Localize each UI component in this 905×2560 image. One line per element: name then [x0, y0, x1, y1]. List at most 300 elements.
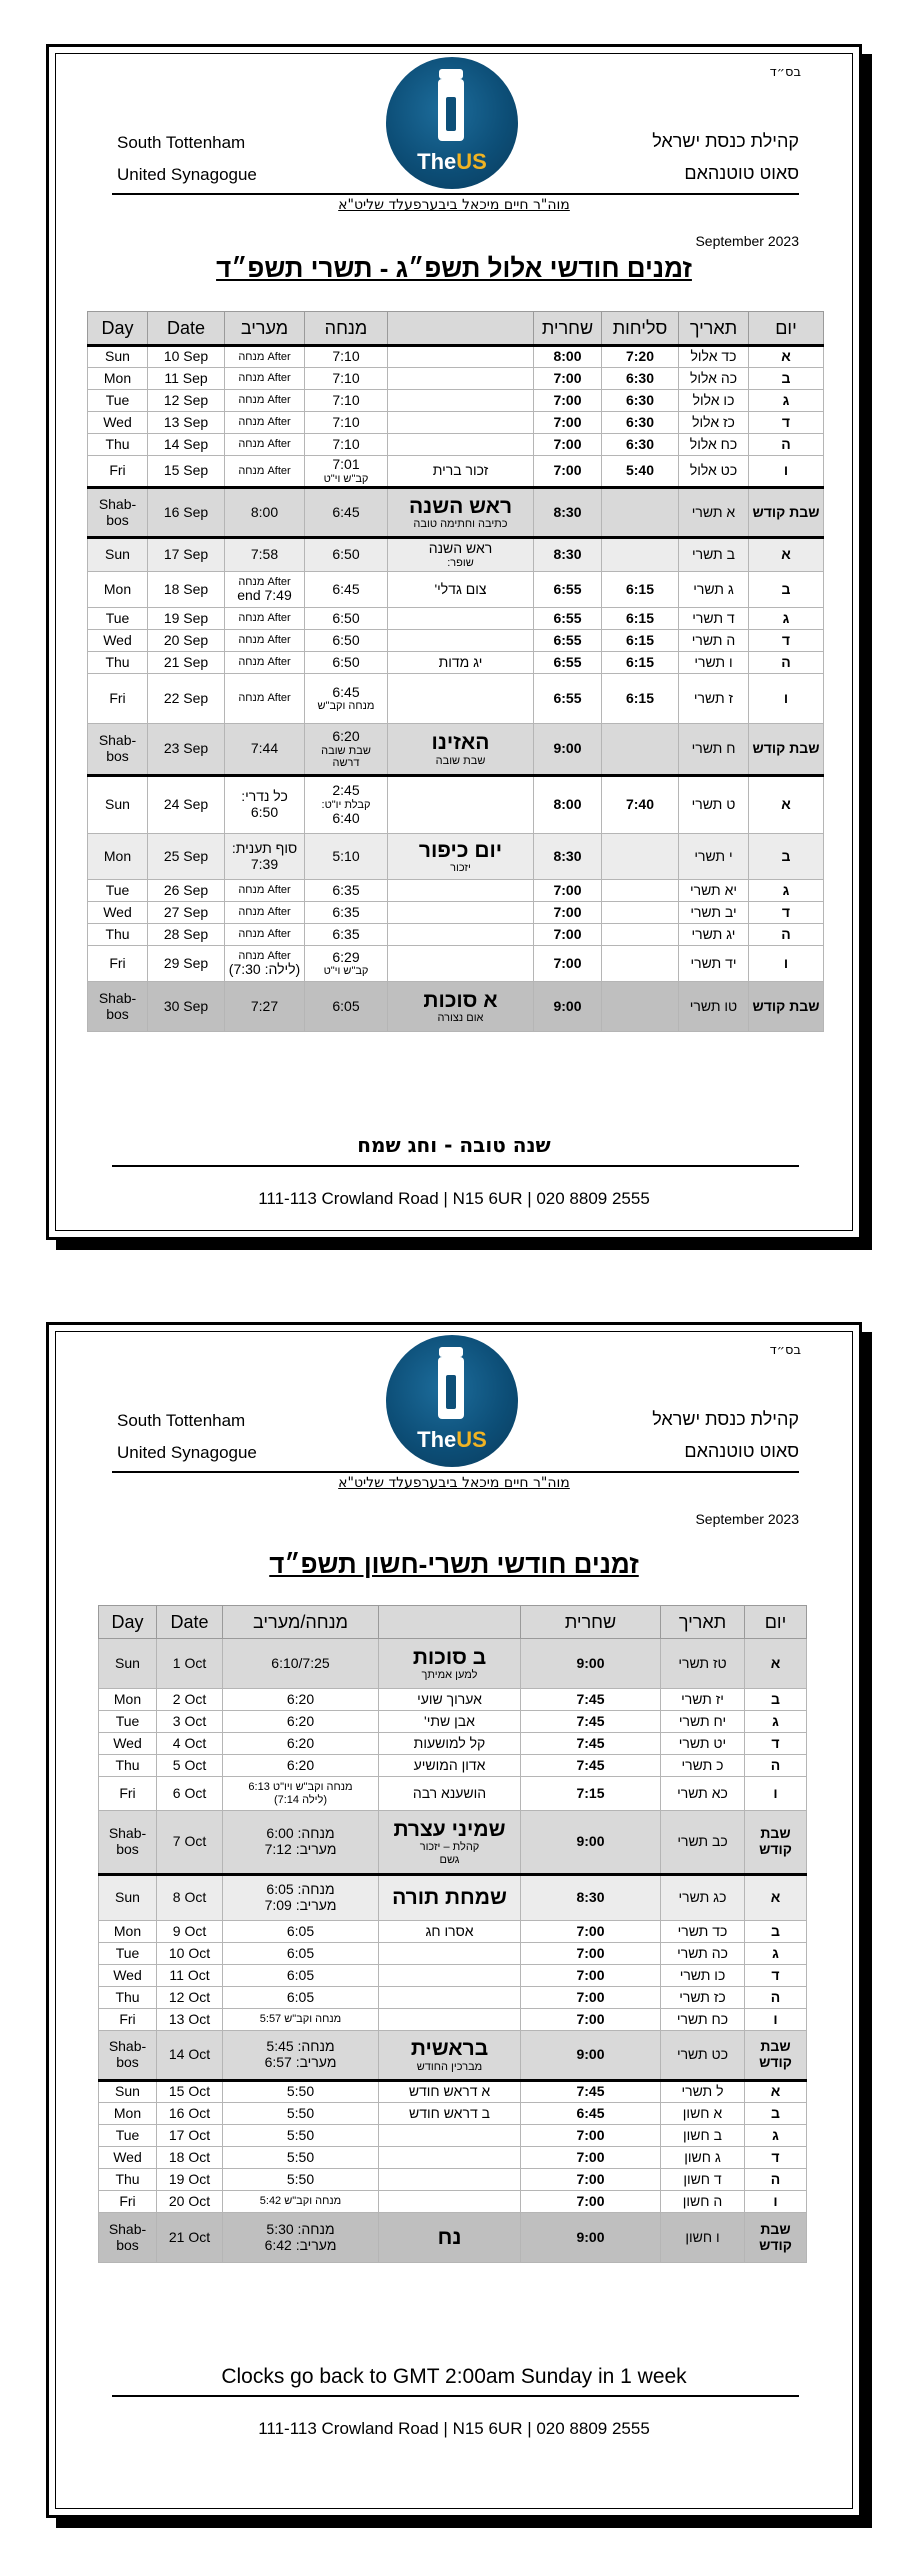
mincha-cell — [305, 346, 388, 368]
weekday-cell-text: ב — [771, 1922, 780, 1939]
hebrew-date-cell-text: ג חשון — [684, 2148, 721, 2165]
weekday-cell — [749, 924, 824, 946]
day-cell-text: Sun — [115, 1654, 140, 1671]
mincha-cell-text: שבת שובה דרשה — [321, 744, 371, 769]
shacharis-cell-text: 7:00 — [576, 2170, 605, 2187]
mincha-cell — [305, 946, 388, 982]
hebrew-date-cell — [661, 2213, 745, 2263]
table-row — [88, 776, 824, 834]
date-cell-text: 28 Sep — [163, 925, 209, 942]
mincha-maariv-cell-text: מנחה וקב"ש 5:57 — [259, 2013, 342, 2026]
note-cell-text: שמחת תורה — [392, 1886, 507, 1910]
date-cell — [157, 2213, 223, 2263]
month-label: September 2023 — [695, 1511, 799, 1527]
shacharis-cell — [534, 674, 602, 724]
weekday-cell — [745, 2009, 807, 2031]
day-cell — [88, 434, 148, 456]
shacharis-cell-text: 7:00 — [553, 903, 582, 920]
maariv-cell — [225, 880, 305, 902]
hebrew-date-cell — [679, 488, 749, 538]
note-cell-text: ב סוכות — [412, 1645, 487, 1669]
date-cell — [157, 2103, 223, 2125]
weekday-cell — [745, 1965, 807, 1987]
mincha-maariv-cell-text: מעריב: 7:09 — [264, 1897, 337, 1913]
selichos-cell-text: 7:20 — [625, 348, 655, 365]
weekday-cell-text: ד — [781, 413, 791, 430]
date-cell-text: 30 Sep — [163, 997, 209, 1014]
shacharis-cell-text: 9:00 — [576, 1833, 605, 1850]
table-row — [99, 1965, 807, 1987]
weekday-cell-text: א — [770, 1889, 781, 1906]
hebrew-date-cell — [661, 1711, 745, 1733]
day-cell — [99, 1777, 157, 1811]
note-cell — [379, 1943, 521, 1965]
selichos-cell-text: 6:30 — [625, 391, 655, 408]
footer-rule — [112, 2395, 799, 2397]
shacharis-cell — [534, 776, 602, 834]
selichos-cell-text: 7:40 — [625, 796, 655, 813]
mincha-cell-text: מנחה וקב"ש — [317, 700, 375, 713]
mincha-maariv-cell — [223, 1921, 379, 1943]
note-cell-text: שבת שובה — [435, 754, 486, 767]
table-row — [88, 456, 824, 488]
maariv-cell-text: After מנחה — [238, 949, 291, 962]
hebrew-date-cell-text: כה אלול — [689, 369, 738, 386]
mincha-maariv-cell — [223, 2009, 379, 2031]
day-cell — [88, 538, 148, 572]
mincha-cell-text: 6:50 — [332, 631, 360, 648]
date-cell-text: 10 Oct — [168, 1944, 211, 1961]
column-header: יום — [749, 312, 824, 346]
weekday-cell — [749, 346, 824, 368]
day-cell — [99, 1965, 157, 1987]
maariv-cell-text: After מנחה — [238, 612, 291, 625]
hebrew-date-cell-text: כג תשרי — [678, 1889, 727, 1906]
selichos-cell — [602, 674, 679, 724]
date-cell-text: 11 Oct — [169, 1966, 210, 1983]
weekday-cell-text: שבת קודש — [752, 503, 820, 520]
note-cell — [379, 2103, 521, 2125]
mincha-maariv-cell — [223, 1755, 379, 1777]
column-header: שחרית — [534, 312, 602, 346]
date-cell-text: 15 Sep — [163, 462, 209, 479]
note-cell — [379, 2213, 521, 2263]
mincha-cell-text: 6:29 — [332, 948, 360, 965]
maariv-cell — [225, 834, 305, 880]
address-footer: 111-113 Crowland Road | N15 6UR | 020 8809 2555 — [258, 2419, 650, 2438]
mincha-cell — [305, 434, 388, 456]
date-cell-text: 23 Sep — [163, 740, 209, 757]
date-cell-text: 25 Sep — [163, 847, 209, 864]
selichos-cell — [602, 572, 679, 608]
day-cell-text: Mon — [113, 2104, 142, 2121]
shacharis-cell — [521, 1639, 661, 1689]
bsd-mark: בס״ד — [769, 65, 801, 80]
shacharis-cell — [534, 652, 602, 674]
maariv-cell-text: After מנחה — [238, 464, 291, 477]
shacharis-cell — [521, 1755, 661, 1777]
day-cell-text: Thu — [105, 653, 130, 670]
weekday-cell-text: ב — [771, 1690, 780, 1707]
mincha-maariv-cell — [223, 2103, 379, 2125]
table-row — [88, 538, 824, 572]
maariv-cell-text: 6:50 — [250, 804, 279, 820]
weekday-cell-text: ו — [783, 954, 789, 971]
note-cell — [388, 674, 534, 724]
weekday-cell — [745, 1755, 807, 1777]
table-row — [99, 1639, 807, 1689]
shacharis-cell-text: 7:00 — [576, 2192, 605, 2209]
shacharis-cell-text: 7:00 — [553, 369, 582, 386]
hebrew-date-cell — [661, 2031, 745, 2081]
day-cell — [88, 834, 148, 880]
mincha-maariv-cell-text: מנחה: 6:05 — [266, 1881, 335, 1898]
table-row — [99, 1689, 807, 1711]
mincha-cell-text: 2:45 — [332, 782, 360, 799]
hebrew-date-cell — [661, 2009, 745, 2031]
weekday-cell-text: ב — [771, 2104, 780, 2121]
weekday-cell — [749, 630, 824, 652]
shacharis-cell-text: 7:00 — [553, 462, 582, 479]
day-cell-text: Shab-bos — [98, 989, 137, 1022]
hebrew-date-cell-text: ט תשרי — [691, 796, 736, 813]
table-row — [99, 1755, 807, 1777]
mincha-cell-text: 5:10 — [332, 847, 360, 864]
hebrew-date-cell-text: ו חשון — [685, 2228, 720, 2245]
weekday-cell — [745, 2081, 807, 2103]
shacharis-cell-text: 7:00 — [553, 391, 582, 408]
shacharis-cell — [534, 346, 602, 368]
day-cell-text: Fri — [109, 689, 126, 706]
maariv-cell — [225, 488, 305, 538]
date-cell — [157, 1777, 223, 1811]
selichos-cell — [602, 390, 679, 412]
hebrew-date-cell-text: כה תשרי — [677, 1944, 728, 1961]
day-cell — [88, 346, 148, 368]
mincha-maariv-cell-text: 6:20 — [286, 1734, 315, 1751]
date-cell-text: 4 Oct — [172, 1734, 207, 1751]
shacharis-cell — [534, 834, 602, 880]
shacharis-cell — [521, 1777, 661, 1811]
shacharis-cell — [534, 434, 602, 456]
date-cell — [148, 946, 225, 982]
note-cell-text: קל למושעות — [413, 1734, 486, 1751]
weekday-cell — [745, 1711, 807, 1733]
date-cell — [148, 630, 225, 652]
shacharis-cell-text: 7:00 — [576, 1966, 605, 1983]
note-cell — [379, 2009, 521, 2031]
hebrew-date-cell — [679, 776, 749, 834]
day-cell — [88, 652, 148, 674]
weekday-cell-text: ד — [781, 631, 791, 648]
day-cell — [88, 776, 148, 834]
weekday-cell — [749, 390, 824, 412]
weekday-cell — [745, 1777, 807, 1811]
hebrew-date-cell — [679, 652, 749, 674]
shacharis-cell — [521, 1875, 661, 1921]
weekday-cell — [749, 834, 824, 880]
day-cell — [99, 2213, 157, 2263]
weekday-cell — [749, 456, 824, 488]
note-cell — [379, 2191, 521, 2213]
day-cell — [99, 1689, 157, 1711]
shacharis-cell-text: 7:00 — [553, 435, 582, 452]
mincha-maariv-cell-text: מעריב: 6:42 — [264, 2236, 337, 2253]
date-cell-text: 5 Oct — [172, 1756, 207, 1773]
table-row — [99, 1811, 807, 1875]
table-row — [88, 902, 824, 924]
shacharis-cell-text: 8:30 — [576, 1889, 605, 1906]
weekday-cell-text: שבת קודש — [752, 997, 820, 1014]
selichos-cell — [602, 902, 679, 924]
date-cell — [148, 880, 225, 902]
weekday-cell-text: א — [781, 546, 791, 563]
hebrew-date-cell — [679, 434, 749, 456]
hebrew-date-cell — [661, 1811, 745, 1875]
maariv-cell-text: After מנחה — [238, 350, 291, 363]
weekday-cell — [749, 946, 824, 982]
mincha-maariv-cell — [223, 1777, 379, 1811]
shacharis-cell — [521, 2125, 661, 2147]
mincha-maariv-cell-text: 5:50 — [286, 2104, 315, 2121]
day-cell-text: Wed — [113, 1966, 142, 1983]
maariv-cell-text: After מנחה — [238, 928, 291, 941]
shacharis-cell — [534, 630, 602, 652]
weekday-cell — [749, 902, 824, 924]
hebrew-date-cell-text: יח תשרי — [678, 1712, 727, 1729]
mincha-cell — [305, 488, 388, 538]
note-cell-text: צום גדלי' — [434, 580, 487, 597]
maariv-cell — [225, 368, 305, 390]
selichos-cell — [602, 630, 679, 652]
hebrew-date-cell-text: כט אלול — [689, 462, 738, 479]
maariv-cell — [225, 538, 305, 572]
mincha-maariv-cell — [223, 1639, 379, 1689]
column-header: יום — [745, 1606, 807, 1639]
mincha-maariv-cell-text: (לילה 7:14) — [273, 1793, 328, 1806]
hebrew-date-cell-text: כב תשרי — [677, 1833, 728, 1850]
weekday-cell-text: א — [770, 1654, 781, 1671]
date-cell — [148, 368, 225, 390]
note-cell-text: יום כיפור — [418, 838, 503, 862]
note-cell-text: אדון המושיע — [413, 1756, 486, 1773]
maariv-cell — [225, 434, 305, 456]
maariv-cell-text: After מנחה — [238, 692, 291, 705]
weekday-cell-text: ג — [782, 881, 790, 898]
shacharis-cell — [521, 2191, 661, 2213]
maariv-cell-text: (לילה: 7:30) — [228, 960, 301, 977]
hebrew-date-cell-text: יב תשרי — [690, 903, 737, 920]
timetable-page-2 — [46, 1322, 862, 2518]
shacharis-cell — [534, 538, 602, 572]
weekday-cell-text: א — [770, 2083, 781, 2100]
table-row — [99, 1921, 807, 1943]
selichos-cell-text: 6:15 — [625, 609, 655, 626]
mincha-maariv-cell-text: 5:50 — [286, 2170, 315, 2187]
shacharis-cell-text: 6:55 — [553, 580, 582, 597]
day-cell — [99, 1755, 157, 1777]
shacharis-cell-text: 7:45 — [576, 1712, 605, 1729]
selichos-cell-text: 6:30 — [625, 369, 655, 386]
mincha-cell-text: 6:50 — [332, 609, 360, 626]
day-cell — [88, 724, 148, 776]
note-cell — [388, 946, 534, 982]
note-cell — [388, 652, 534, 674]
shacharis-cell — [521, 2213, 661, 2263]
mincha-maariv-cell-text: מעריב: 6:57 — [264, 2054, 337, 2070]
weekday-cell — [749, 368, 824, 390]
hebrew-date-cell — [679, 982, 749, 1032]
date-cell-text: 14 Oct — [168, 2046, 211, 2063]
hebrew-date-cell-text: טז תשרי — [678, 1654, 727, 1671]
day-cell-text: Shab-bos — [108, 2038, 147, 2070]
table-header-row — [88, 312, 824, 346]
day-cell — [88, 572, 148, 608]
hebrew-date-cell-text: ג תשרי — [693, 580, 734, 597]
mincha-cell — [305, 390, 388, 412]
weekday-cell — [745, 1639, 807, 1689]
hebrew-date-cell — [661, 1965, 745, 1987]
note-cell-text: א סוכות — [423, 988, 498, 1012]
hebrew-date-cell-text: יא תשרי — [689, 881, 738, 898]
date-cell-text: 11 Sep — [164, 369, 208, 386]
date-cell-text: 21 Oct — [168, 2228, 211, 2245]
date-cell — [148, 724, 225, 776]
day-cell-text: Sun — [115, 2083, 140, 2100]
mincha-maariv-cell — [223, 2081, 379, 2103]
date-cell-text: 2 Oct — [172, 1690, 207, 1707]
shacharis-cell-text: 7:00 — [576, 2010, 605, 2027]
hebrew-date-cell — [661, 2169, 745, 2191]
note-cell — [388, 902, 534, 924]
column-header: Date — [157, 1606, 223, 1639]
day-cell — [99, 1921, 157, 1943]
hebrew-date-cell — [661, 1921, 745, 1943]
mincha-cell-text: 7:01 — [332, 456, 360, 472]
note-cell — [388, 880, 534, 902]
hebrew-date-cell — [679, 724, 749, 776]
shacharis-cell — [534, 724, 602, 776]
day-cell-text: Tue — [115, 1944, 140, 1961]
maariv-cell — [225, 982, 305, 1032]
table-row — [99, 2125, 807, 2147]
shacharis-cell — [521, 1943, 661, 1965]
date-cell — [148, 456, 225, 488]
table-row — [99, 1733, 807, 1755]
mincha-maariv-cell-text: מנחה: 5:45 — [266, 2038, 335, 2055]
day-cell-text: Wed — [103, 631, 132, 648]
shacharis-cell-text: 7:00 — [576, 2148, 605, 2165]
date-cell-text: 14 Sep — [163, 435, 209, 452]
weekday-cell — [749, 488, 824, 538]
maariv-cell-text: 7:44 — [250, 740, 279, 757]
date-cell — [148, 488, 225, 538]
date-cell — [157, 2031, 223, 2081]
date-cell — [157, 2147, 223, 2169]
weekday-cell-text: ד — [781, 903, 791, 920]
mincha-cell — [305, 630, 388, 652]
date-cell — [157, 1965, 223, 1987]
table-row — [88, 608, 824, 630]
mincha-maariv-cell-text: 6:20 — [286, 1756, 315, 1773]
hebrew-date-cell-text: ז תשרי — [693, 689, 734, 706]
selichos-cell-text: 6:15 — [625, 689, 655, 706]
date-cell-text: 18 Oct — [168, 2148, 211, 2165]
weekday-cell — [745, 1943, 807, 1965]
day-cell — [88, 456, 148, 488]
mincha-cell — [305, 412, 388, 434]
note-cell-text: נח — [437, 2225, 462, 2249]
column-header: מנחה/מעריב — [223, 1606, 379, 1639]
hebrew-date-cell — [679, 608, 749, 630]
weekday-cell — [749, 674, 824, 724]
weekday-cell — [749, 572, 824, 608]
hebrew-date-cell-text: א חשון — [682, 2104, 723, 2121]
note-cell — [379, 2031, 521, 2081]
shacharis-cell-text: 7:00 — [553, 413, 582, 430]
hebrew-date-cell — [679, 674, 749, 724]
hebrew-date-cell-text: ו תשרי — [694, 653, 733, 670]
selichos-cell — [602, 834, 679, 880]
maariv-cell-text: After מנחה — [238, 438, 291, 451]
maariv-cell — [225, 776, 305, 834]
day-cell-text: Tue — [105, 391, 130, 408]
hebrew-date-cell — [679, 630, 749, 652]
column-header: Day — [99, 1606, 157, 1639]
day-cell — [99, 1733, 157, 1755]
note-cell — [388, 724, 534, 776]
maariv-cell-text: 7:39 — [250, 855, 279, 872]
day-cell-text: Tue — [105, 881, 130, 898]
maariv-cell-text: 8:00 — [250, 503, 279, 520]
day-cell — [99, 2125, 157, 2147]
shacharis-cell — [521, 1965, 661, 1987]
hebrew-date-cell-text: ה חשון — [682, 2192, 723, 2209]
date-cell — [157, 1921, 223, 1943]
hebrew-date-cell-text: ב חשון — [683, 2126, 722, 2143]
table-row — [88, 434, 824, 456]
mincha-cell-text: 6:20 — [332, 727, 360, 744]
date-cell — [157, 2125, 223, 2147]
day-cell-text: Fri — [119, 1784, 136, 1801]
weekday-cell — [749, 608, 824, 630]
header-rule — [112, 1471, 799, 1473]
weekday-cell — [745, 2031, 807, 2081]
date-cell-text: 9 Oct — [172, 1922, 207, 1939]
weekday-cell-text: ג — [772, 1712, 779, 1729]
selichos-cell — [602, 368, 679, 390]
weekday-cell-text: ו — [773, 1784, 778, 1801]
note-cell — [388, 834, 534, 880]
shacharis-cell-text: 9:00 — [576, 1654, 605, 1671]
day-cell-text: Tue — [115, 2126, 140, 2143]
maariv-cell-text: After מנחה — [238, 575, 291, 588]
note-cell — [388, 488, 534, 538]
table-row — [88, 390, 824, 412]
mincha-cell — [305, 652, 388, 674]
weekday-cell-text: א — [781, 348, 791, 365]
selichos-cell-text: 5:40 — [625, 462, 655, 479]
shacharis-cell — [521, 1733, 661, 1755]
page-title: זמנים חודשי תשרי-חשון תשפ״ד — [269, 1549, 639, 1579]
day-cell-text: Sun — [105, 546, 130, 563]
day-cell — [88, 924, 148, 946]
shacharis-cell — [521, 2103, 661, 2125]
note-cell — [379, 2169, 521, 2191]
date-cell — [148, 776, 225, 834]
maariv-cell — [225, 390, 305, 412]
shacharis-cell — [534, 608, 602, 630]
